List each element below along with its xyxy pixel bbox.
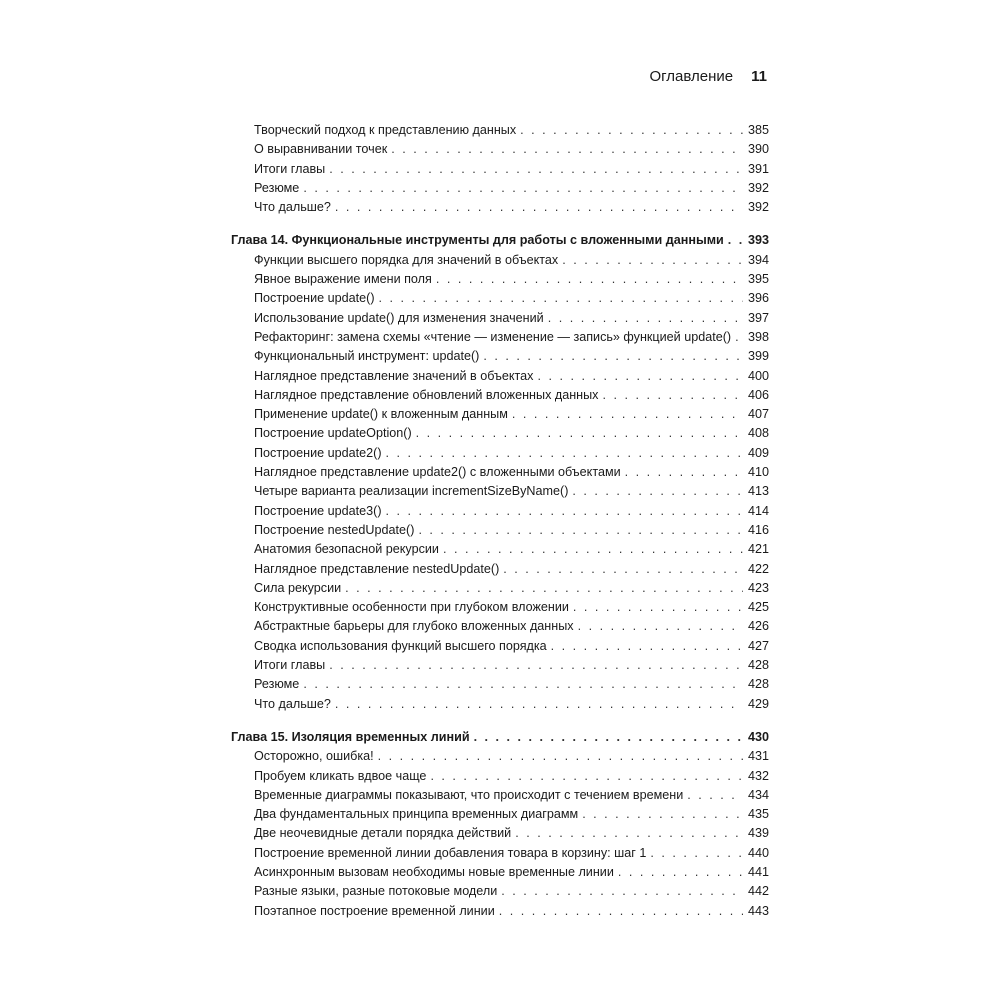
toc-entry-page: 395 bbox=[747, 272, 769, 287]
toc-group-chapter-14 bbox=[231, 251, 769, 714]
toc-entry[interactable] bbox=[231, 824, 769, 843]
toc-entry-title: Что дальше? bbox=[254, 696, 331, 711]
toc-entry-title: Осторожно, ошибка! bbox=[254, 749, 374, 764]
toc-entry-title: Сводка использования функций высшего порядка bbox=[254, 638, 547, 653]
toc-entry[interactable] bbox=[231, 121, 769, 140]
toc-entry-page: 416 bbox=[747, 522, 769, 537]
toc-chapter-15[interactable] bbox=[231, 728, 769, 747]
toc-entry[interactable] bbox=[231, 656, 769, 675]
toc-entry[interactable] bbox=[231, 463, 769, 482]
toc-entry[interactable] bbox=[231, 482, 769, 501]
toc-leader-dots bbox=[329, 656, 743, 675]
toc-entry[interactable] bbox=[231, 747, 769, 766]
toc-entry[interactable] bbox=[231, 521, 769, 540]
toc-entry-title: Асинхронным вызовам необходимы новые временные линии bbox=[254, 864, 614, 879]
toc-leader-dots bbox=[303, 675, 743, 694]
toc-leader-dots bbox=[386, 444, 743, 463]
toc-entry-title: Построение update2() bbox=[254, 445, 382, 460]
toc-entry-title: Абстрактные барьеры для глубоко вложенных данных bbox=[254, 619, 574, 634]
toc-entry-page: 423 bbox=[747, 580, 769, 595]
toc-entry-title: Рефакторинг: замена схемы «чтение — изменение — запись» функцией update() bbox=[254, 329, 732, 344]
toc-entry[interactable] bbox=[231, 579, 769, 598]
toc-entry-title: Резюме bbox=[254, 180, 300, 195]
toc-entry-page: 409 bbox=[747, 445, 769, 460]
toc-entry-page: 391 bbox=[747, 161, 769, 176]
toc-entry-title: Построение update() bbox=[254, 291, 375, 306]
toc-entry[interactable] bbox=[231, 786, 769, 805]
toc-entry-page: 440 bbox=[747, 845, 769, 860]
toc-entry-title: Пробуем кликать вдвое чаще bbox=[254, 768, 427, 783]
toc-leader-dots bbox=[562, 251, 743, 270]
toc-leader-dots bbox=[548, 309, 743, 328]
toc-leader-dots bbox=[503, 560, 743, 579]
toc-entry[interactable] bbox=[231, 347, 769, 366]
toc-entry-title: О выравнивании точек bbox=[254, 142, 388, 157]
toc-group-chapter-13-tail bbox=[231, 121, 769, 217]
toc-leader-dots bbox=[578, 617, 743, 636]
toc-leader-dots bbox=[436, 270, 743, 289]
toc-entry[interactable] bbox=[231, 617, 769, 636]
toc-chapter-title: Глава 14. Функциональные инструменты для работы с вложенными данными bbox=[231, 233, 724, 248]
toc-chapter-page: 393 bbox=[747, 233, 769, 248]
toc-entry[interactable] bbox=[231, 179, 769, 198]
toc-chapter-page: 430 bbox=[747, 729, 769, 744]
toc-leader-dots bbox=[512, 405, 743, 424]
toc-entry[interactable] bbox=[231, 405, 769, 424]
toc-leader-dots bbox=[430, 767, 743, 786]
toc-entry[interactable] bbox=[231, 637, 769, 656]
toc-entry-page: 390 bbox=[747, 142, 769, 157]
page-number: 11 bbox=[751, 68, 767, 85]
toc-leader-dots bbox=[520, 121, 743, 140]
toc-entry-page: 428 bbox=[747, 658, 769, 673]
toc-leader-dots bbox=[391, 140, 743, 159]
toc-entry-page: 421 bbox=[747, 542, 769, 557]
toc-entry-page: 408 bbox=[747, 426, 769, 441]
toc-entry-page: 426 bbox=[747, 619, 769, 634]
toc-entry-page: 399 bbox=[747, 349, 769, 364]
toc-entry-page: 429 bbox=[747, 696, 769, 711]
toc-entry-title: Разные языки, разные потоковые модели bbox=[254, 884, 498, 899]
toc-entry[interactable] bbox=[231, 540, 769, 559]
toc-entry-title: Две неочевидные детали порядка действий bbox=[254, 826, 512, 841]
toc-chapter-title: Глава 15. Изоляция временных линий bbox=[231, 729, 470, 744]
toc-leader-dots bbox=[329, 160, 743, 179]
toc-entry[interactable] bbox=[231, 805, 769, 824]
toc-entry-title: Построение update3() bbox=[254, 503, 382, 518]
toc-entry-title: Применение update() к вложенным данным bbox=[254, 407, 508, 422]
toc-entry-page: 413 bbox=[747, 484, 769, 499]
toc-entry-title: Что дальше? bbox=[254, 200, 331, 215]
toc-entry-page: 422 bbox=[747, 561, 769, 576]
toc-entry[interactable] bbox=[231, 367, 769, 386]
toc-chapter-14[interactable] bbox=[231, 231, 769, 250]
toc-entry-title: Итоги главы bbox=[254, 658, 326, 673]
toc-entry-page: 396 bbox=[747, 291, 769, 306]
toc-entry[interactable] bbox=[231, 598, 769, 617]
toc-entry-title: Использование update() для изменения значений bbox=[254, 310, 544, 325]
toc-entry-title: Функциональный инструмент: update() bbox=[254, 349, 480, 364]
toc-entry-title: Творческий подход к представлению данных bbox=[254, 123, 517, 137]
toc-entry[interactable] bbox=[231, 424, 769, 443]
toc-entry-title: Резюме bbox=[254, 677, 300, 692]
toc-leader-dots bbox=[416, 424, 743, 443]
toc-leader-dots bbox=[618, 863, 743, 882]
toc-leader-dots bbox=[551, 637, 743, 656]
toc-leader-dots bbox=[582, 805, 743, 824]
toc-leader-dots bbox=[386, 502, 743, 521]
toc-leader-dots bbox=[379, 289, 743, 308]
toc-entry-page: 442 bbox=[747, 884, 769, 899]
toc-entry[interactable] bbox=[231, 160, 769, 179]
toc-leader-dots bbox=[572, 482, 743, 501]
toc-entry[interactable] bbox=[231, 863, 769, 882]
toc-entry-page: 406 bbox=[747, 387, 769, 402]
toc-entry[interactable] bbox=[231, 289, 769, 308]
toc-entry-title: Наглядное представление обновлений вложенных данных bbox=[254, 387, 599, 402]
toc-leader-dots bbox=[573, 598, 743, 617]
toc-entry-page: 425 bbox=[747, 600, 769, 615]
toc-leader-dots bbox=[443, 540, 743, 559]
toc-entry-title: Поэтапное построение временной линии bbox=[254, 903, 495, 918]
toc-entry-page: 432 bbox=[747, 768, 769, 783]
toc-entry-page: 428 bbox=[747, 677, 769, 692]
toc-entry[interactable] bbox=[231, 882, 769, 901]
toc-entry-page: 385 bbox=[747, 123, 769, 137]
toc-leader-dots bbox=[687, 786, 743, 805]
toc-entry-page: 392 bbox=[747, 180, 769, 195]
toc-entry[interactable] bbox=[231, 902, 769, 921]
toc-entry[interactable] bbox=[231, 675, 769, 694]
toc-leader-dots bbox=[735, 328, 743, 347]
toc-entry-title: Построение временной линии добавления товара в корзину: шаг 1 bbox=[254, 845, 647, 860]
toc-entry-title: Построение updateOption() bbox=[254, 426, 412, 441]
toc-entry[interactable] bbox=[231, 198, 769, 217]
toc-leader-dots bbox=[625, 463, 743, 482]
toc-entry-page: 410 bbox=[747, 465, 769, 480]
toc-leader-dots bbox=[335, 198, 743, 217]
toc-entry-title: Наглядное представление update2() с вложенными объектами bbox=[254, 465, 621, 480]
toc-entry-title: Два фундаментальных принципа временных диаграмм bbox=[254, 807, 579, 822]
toc-entry[interactable] bbox=[231, 328, 769, 347]
toc-leader-dots bbox=[303, 179, 743, 198]
toc-leader-dots bbox=[515, 824, 743, 843]
toc-entry-title: Построение nestedUpdate() bbox=[254, 522, 415, 537]
toc-entry[interactable] bbox=[231, 767, 769, 786]
toc-entry-title: Наглядное представление nestedUpdate() bbox=[254, 561, 500, 576]
toc-entry[interactable] bbox=[231, 386, 769, 405]
toc-entry-title: Наглядное представление значений в объектах bbox=[254, 368, 534, 383]
toc-leader-dots bbox=[335, 695, 743, 714]
toc-entry-page: 400 bbox=[747, 368, 769, 383]
toc-entry[interactable] bbox=[231, 560, 769, 579]
toc-entry[interactable] bbox=[231, 502, 769, 521]
toc-leader-dots bbox=[418, 521, 743, 540]
toc-entry-page: 397 bbox=[747, 310, 769, 325]
toc-leader-dots bbox=[378, 747, 743, 766]
toc-entry-page: 394 bbox=[747, 252, 769, 267]
toc-entry[interactable] bbox=[231, 444, 769, 463]
toc-leader-dots bbox=[345, 579, 743, 598]
toc-leader-dots bbox=[499, 902, 743, 921]
toc-entry-page: 392 bbox=[747, 200, 769, 215]
toc-entry-page: 435 bbox=[747, 807, 769, 822]
toc-entry-title: Сила рекурсии bbox=[254, 580, 342, 595]
toc-leader-dots bbox=[537, 367, 743, 386]
toc-entry-page: 431 bbox=[747, 749, 769, 764]
toc-entry[interactable] bbox=[231, 695, 769, 714]
toc-entry-page: 439 bbox=[747, 826, 769, 841]
toc-entry-page: 398 bbox=[747, 329, 769, 344]
toc-group-chapter-15 bbox=[231, 747, 769, 921]
toc-entry-title: Функции высшего порядка для значений в объектах bbox=[254, 252, 559, 267]
page-header bbox=[650, 68, 768, 85]
toc-entry-page: 427 bbox=[747, 638, 769, 653]
toc-entry-page: 434 bbox=[747, 787, 769, 802]
toc-entry[interactable] bbox=[231, 140, 769, 159]
toc-entry-title: Временные диаграммы показывают, что происходит с течением времени bbox=[254, 787, 684, 802]
toc-entry-page: 414 bbox=[747, 503, 769, 518]
toc-leader-dots bbox=[602, 386, 743, 405]
toc-entry-title: Анатомия безопасной рекурсии bbox=[254, 542, 439, 557]
toc-entry-page: 441 bbox=[747, 864, 769, 879]
toc-entry-page: 443 bbox=[747, 903, 769, 918]
toc-leader-dots bbox=[728, 231, 743, 250]
toc-entry-title: Конструктивные особенности при глубоком вложении bbox=[254, 600, 569, 615]
toc-entry-title: Четыре варианта реализации incrementSizeByName() bbox=[254, 484, 569, 499]
toc-entry[interactable] bbox=[231, 844, 769, 863]
toc-entry[interactable] bbox=[231, 309, 769, 328]
section-title: Оглавление bbox=[649, 68, 734, 85]
toc-entry-page: 407 bbox=[747, 407, 769, 422]
toc-entry[interactable] bbox=[231, 251, 769, 270]
table-of-contents bbox=[231, 121, 769, 921]
toc-leader-dots bbox=[483, 347, 743, 366]
toc-entry-title: Итоги главы bbox=[254, 161, 326, 176]
toc-leader-dots bbox=[501, 882, 743, 901]
toc-entry-title: Явное выражение имени поля bbox=[254, 272, 432, 287]
toc-entry[interactable] bbox=[231, 270, 769, 289]
toc-leader-dots bbox=[650, 844, 743, 863]
toc-leader-dots bbox=[474, 728, 743, 747]
